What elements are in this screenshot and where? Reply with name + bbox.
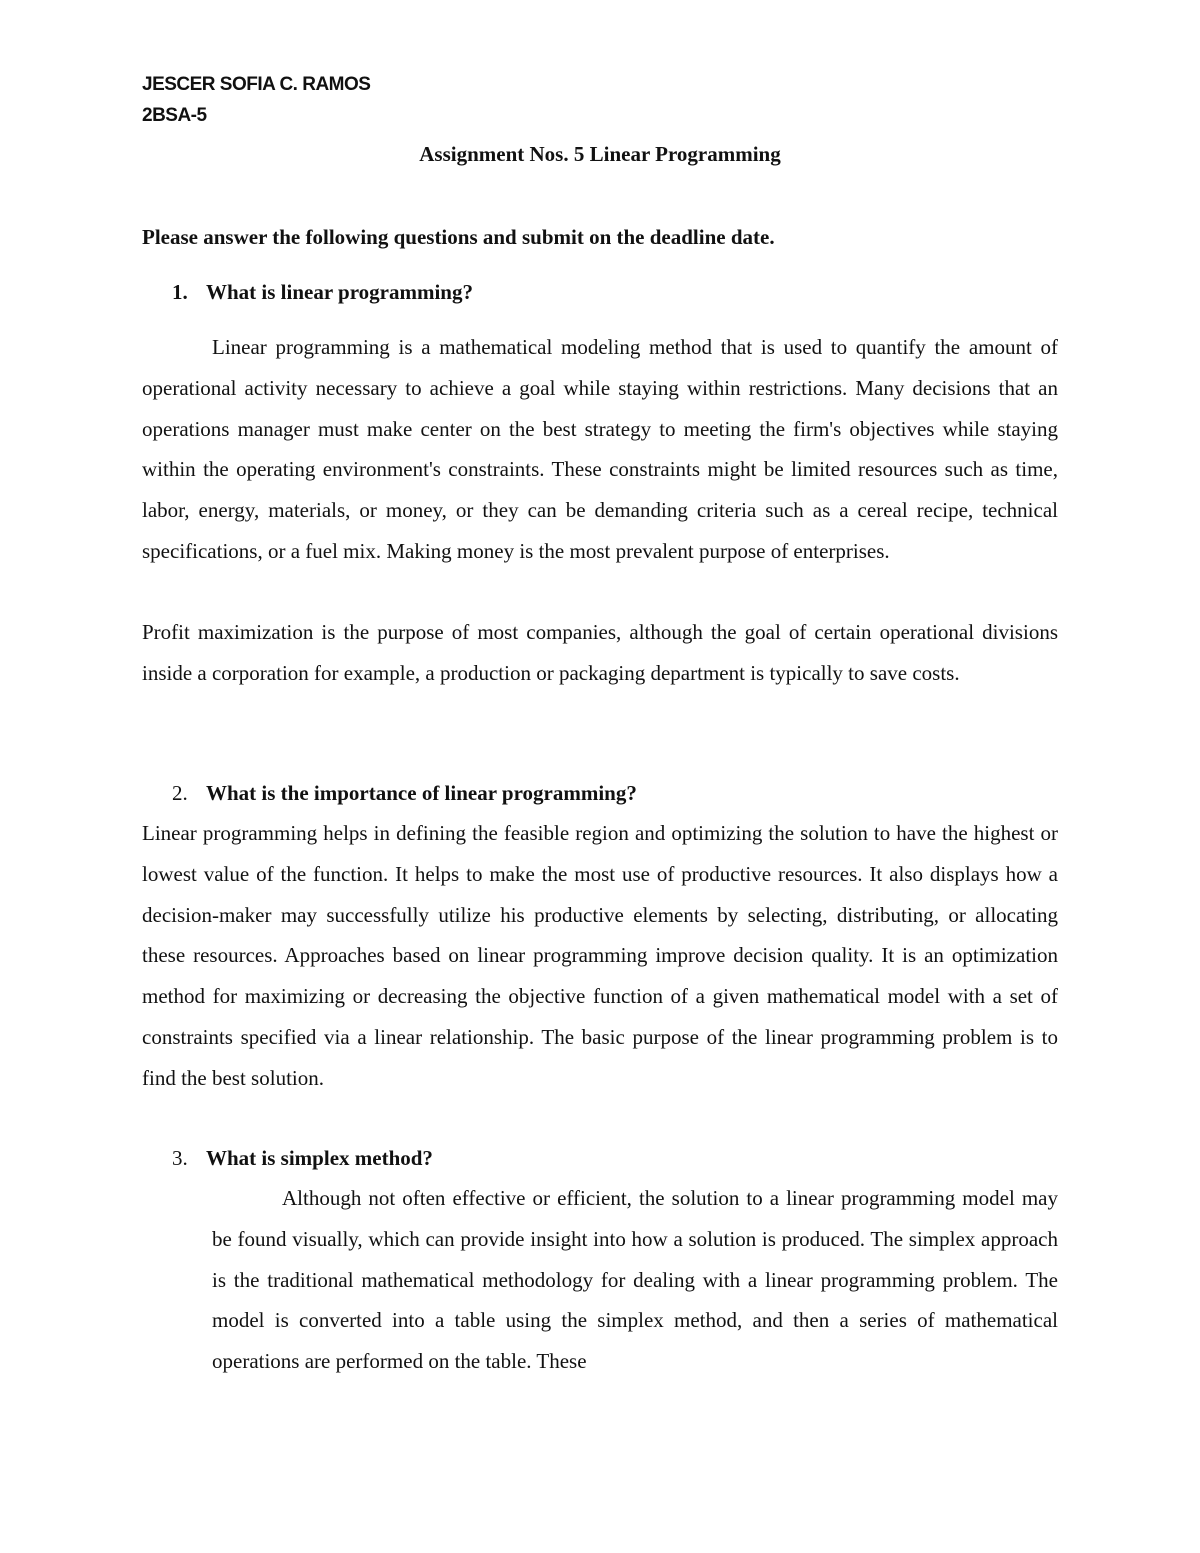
answer-2-paragraph: Linear programming helps in defining the feasible region and optimizing the solution to have the highest or lowest value of the function. It helps to make the most use of productive resources. It also displays how a decision-maker may successfully utilize his productive elements by selecting, distributing, or allocating these resources. Approaches based on linear programming improve decision quality. It is an optimization method for maximizing or decreasing the objective function of a given mathematical model with a set of constraints specified via a linear relationship. The basic purpose of the linear programming problem is to find the best solution. [142,821,1058,1090]
question-text: What is linear programming? [206,280,473,304]
question-number: 2. [172,781,188,805]
question-text: What is simplex method? [206,1146,433,1170]
student-section: 2BSA-5 [142,105,207,126]
question-number: 1. [172,280,188,304]
question-2 [172,781,637,806]
answer-3-paragraph: Although not often effective or efficient, the solution to a linear programming model may be found visually, which can provide insight into how a solution is produced. The simplex approach is the traditional mathematical methodology for dealing with a linear programming problem. The model is converted into a table using the simplex method, and then a series of mathematical operations are performed on the table. These [212,1186,1058,1374]
assignment-title: Assignment Nos. 5 Linear Programming [419,142,781,166]
answer-1-paragraph-2: Profit maximization is the purpose of most companies, although the goal of certain operational divisions inside a corporation for example, a production or packaging department is typically to save costs. [142,620,1058,685]
question-text: What is the importance of linear programming? [206,781,637,805]
answer-1-paragraph-1: Linear programming is a mathematical modeling method that is used to quantify the amount of operational activity necessary to achieve a goal while staying within restrictions. Many decisions that an operations manager must make center on the best strategy to meeting the firm's objectives while staying within the operating environment's constraints. These constraints might be limited resources such as time, labor, energy, materials, or money, or they can be demanding criteria such as a cereal recipe, technical specifications, or a fuel mix. Making money is the most prevalent purpose of enterprises. [142,335,1058,563]
question-1 [172,280,473,305]
question-number: 3. [172,1146,188,1170]
instructions: Please answer the following questions and submit on the deadline date. [142,225,775,249]
student-name: JESCER SOFIA C. RAMOS [142,74,371,95]
question-3 [172,1146,433,1171]
